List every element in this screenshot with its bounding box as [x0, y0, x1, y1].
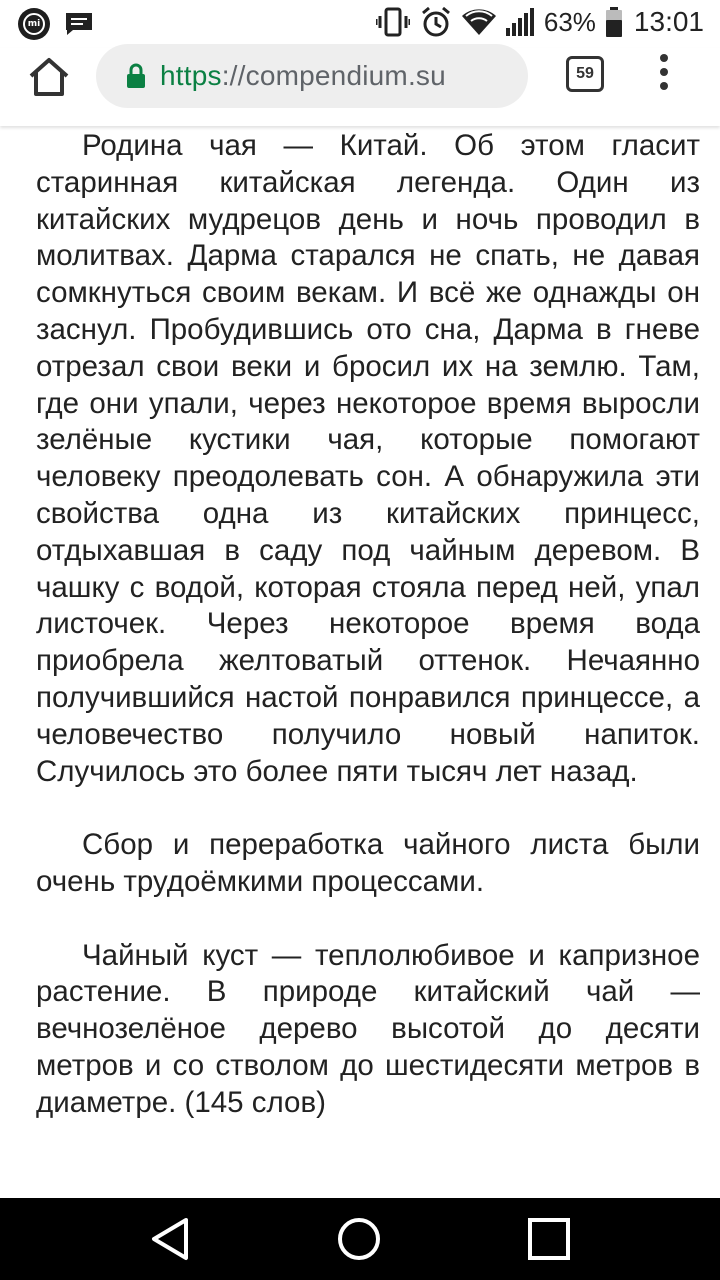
- mi-icon: mi: [18, 8, 50, 40]
- recents-icon[interactable]: [526, 1216, 572, 1262]
- address-bar[interactable]: [96, 44, 528, 108]
- home-nav-icon[interactable]: [336, 1216, 382, 1262]
- paragraph-tea-bush: Чайный куст — теплолюбивое и капризное растение. В природе китайский чай — вечнозелёное дерево высотой до десяти метров и со стволом до шестидесяти метров в диаметре. (145 слов): [36, 938, 700, 1119]
- tab-switcher-button[interactable]: [566, 56, 604, 92]
- url-domain: ://compendium.su: [221, 60, 446, 91]
- paragraph-legend: Родина чая — Китай. Об этом гласит старинная китайская легенда. Один из китайских мудрецов день и ночь проводил в молитвах. Дарма старался не спать, не давая сомкнуться своим векам. И всё же однажды он заснул. Пробудившись ото сна, Дарма в гневе отрезал свои веки и бросил их на землю. Там, где они упали, через некоторое время выросли зелёные кустики чая, которые помогают человеку преодолевать сон. А обнаружила эти свойства одна из китайских принцесс, отдыхавшая в саду под чайным деревом. В чашку с водой, которая стояла перед ней, упал листочек. Через некоторое время вода приобрела желтоватый оттенок. Нечаянно получившийся настой понравился принцессе, а человечество получило новый напиток. Случилось это более пяти тысяч лет назад.: [36, 129, 700, 788]
- home-icon[interactable]: [26, 54, 72, 100]
- tab-count: 59: [576, 65, 594, 82]
- battery-percent: 63%: [543, 6, 596, 37]
- back-icon[interactable]: [148, 1216, 194, 1262]
- status-bar: [0, 0, 720, 48]
- browser-toolbar: [0, 48, 720, 126]
- wifi-icon: [462, 8, 496, 36]
- url-text[interactable]: [160, 60, 446, 92]
- article-content: [36, 128, 700, 1196]
- clock: 13:01: [633, 6, 704, 37]
- alarm-icon: [420, 6, 452, 38]
- overflow-menu-icon[interactable]: [654, 52, 674, 92]
- url-scheme: https: [160, 60, 222, 91]
- message-icon: [64, 11, 94, 37]
- vibrate-icon: [376, 7, 410, 37]
- battery-icon: [606, 7, 622, 37]
- lock-icon: [126, 63, 146, 89]
- paragraph-harvest: Сбор и переработка чайного листа были очень трудоёмкими процессами.: [36, 828, 700, 898]
- signal-icon: [506, 8, 534, 36]
- navigation-bar: [0, 1198, 720, 1280]
